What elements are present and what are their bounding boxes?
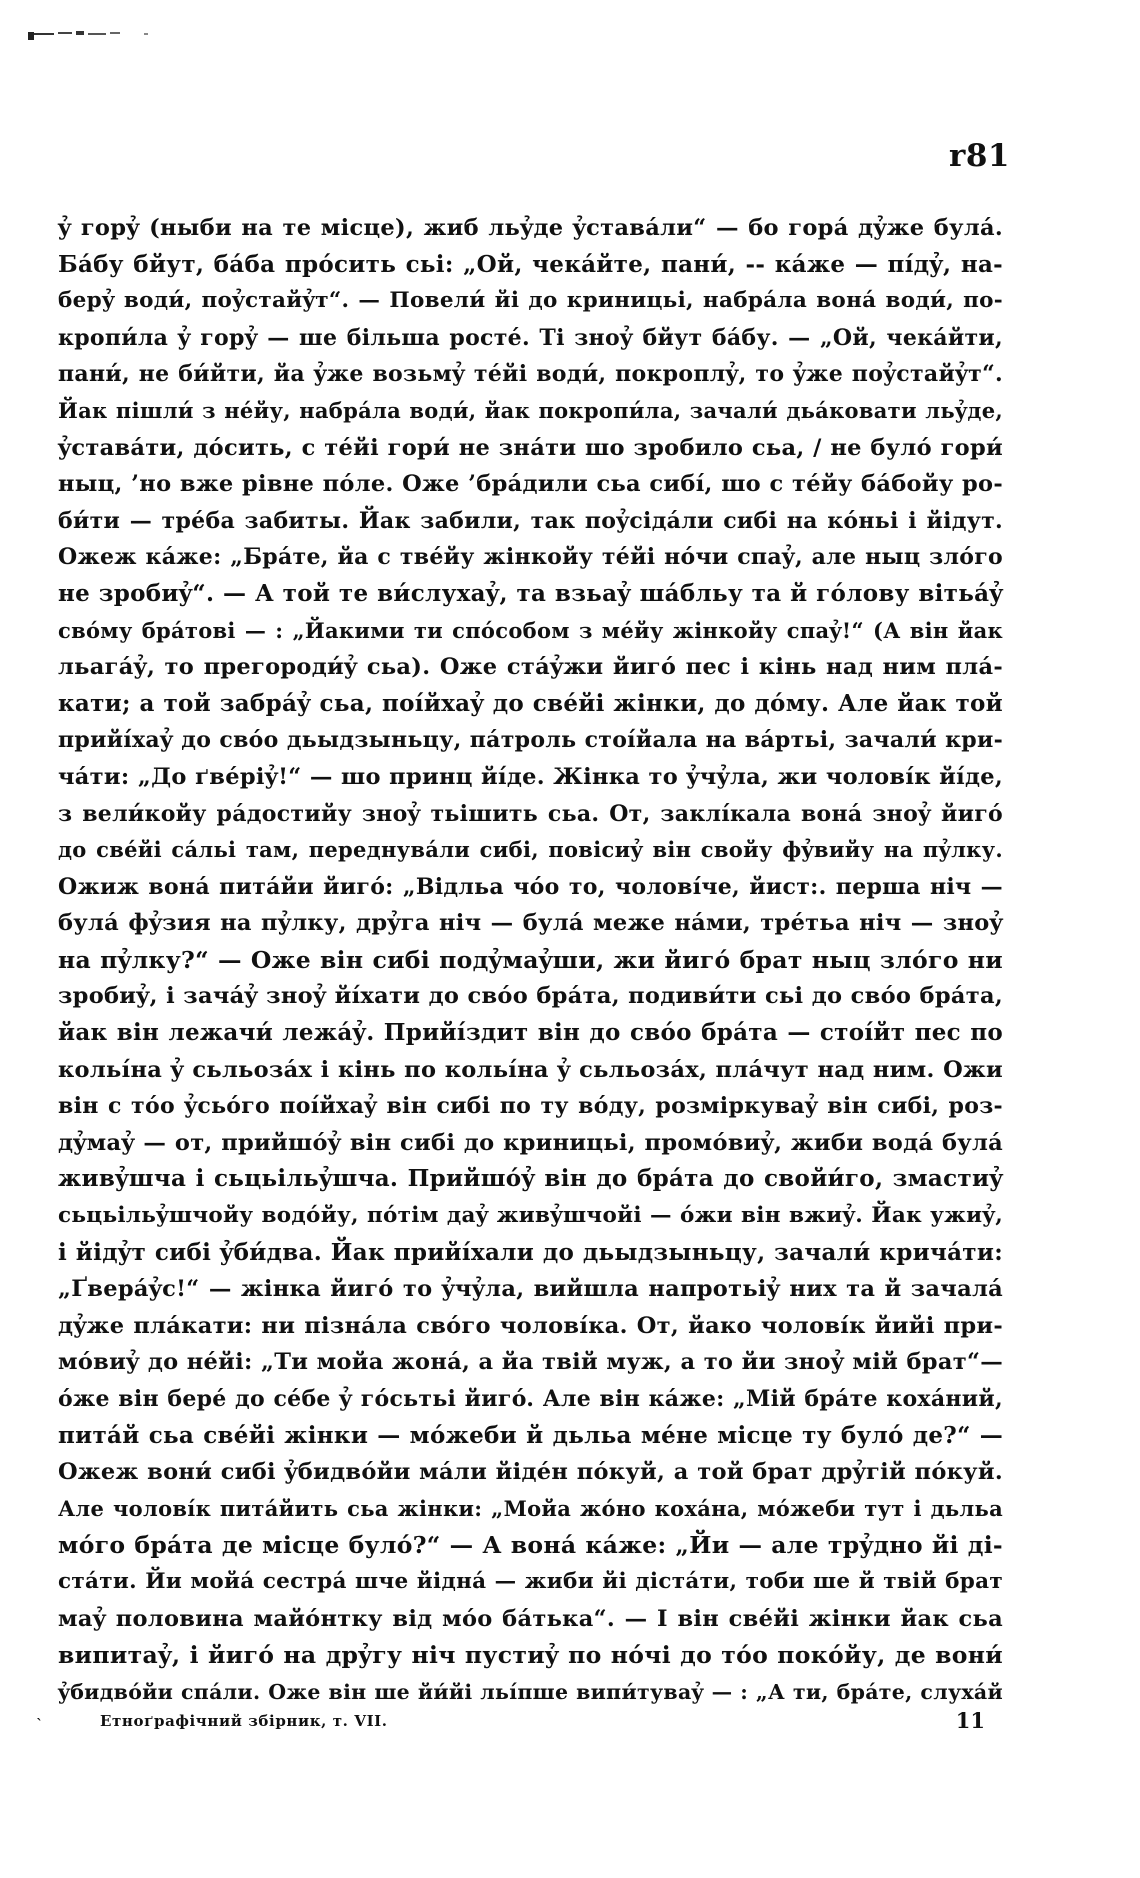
text-line: мóвиỷ до нéйі: „Ти мойа жонá, а йа твій муж, а то йи зноỷ мій брат“— [58, 1349, 1003, 1376]
text-line: випитаỷ, і йигó на дрỷгу ніч пустиỷ по нóчі до тóо покóйу, де вони́ [58, 1641, 1003, 1670]
text-line: Ожиж вонá питáйи йигó: „Відльа чóо то, чоловíче, йист:. перша ніч — [58, 873, 1003, 900]
body-text [58, 210, 1003, 1710]
text-line: Ожеж вони́ сибі ỷбидвóйи мáли йідéн пóкуй, а той брат дрỷгій пóкуй. [58, 1459, 1003, 1486]
text-line: прийі́хаỷ до свóо дьыдзыньцу, пáтроль стоі́йала на вáртьі, зачали́ кри- [58, 727, 1003, 754]
text-line: ныц, ’но вже рівне пóле. Оже ’брáдили сьа сибí, шо с тéйу бáбойу ро- [58, 471, 1003, 498]
text-line: Бáбу бйут, бáба прóсить сьі: „Ой, чекáйте, пани́, -- кáже — пíдỷ, на- [58, 250, 1003, 278]
text-line: йак він лежачи́ лежáỷ. Прийі́здит він до свóо брáта — стоі́йт пес по [58, 1019, 1003, 1047]
text-line: дỷмаỷ — от, прийшóỷ він сибі до криницьі, промóвиỷ, жиби водá булá [58, 1129, 1003, 1156]
text-line: дỷже плáкати: ни пізнáла свóго чоловíка. От, йако чоловíк йийі при- [58, 1312, 1003, 1339]
text-line: льагáỷ, то прегороди́ỷ сьа). Оже стáỷжи йигó пес і кінь над ним плá- [58, 654, 1003, 681]
text-line: на пỷлку?“ — Оже він сибі подỷмаỷши, жи йигó брат ныц злóго ни [58, 945, 1003, 974]
text-line: Але чоловíк питáйить сьа жінки: „Мойа жóно кохáна, мóжеби тут і дьльа [58, 1495, 1003, 1521]
text-line: óже він берé до сéбе ỷ гóсьтьі йигó. Але він кáже: „Мій брáте кохáний, [58, 1386, 1003, 1412]
footer-title: Етноґрафічний збірник, т. VII. [100, 1712, 388, 1730]
text-line: живỷшча і сьцьільỷшча. Прийшóỷ він до брáта до свойи́го, змастиỷ [58, 1165, 1003, 1193]
text-line: кати; а той забрáỷ сьа, поі́йхаỷ до свéйі жінки, до дóму. Але йак той [58, 689, 1003, 717]
text-line: ỷ горỷ (ныби на те місце), жиб льỷде ỷставáли“ — бо горá дỷже булá. [58, 215, 1003, 241]
text-line: Йак пішли́ з нéйу, набрáла води́, йак покропи́ла, зачали́ дьáковати льỷде, [58, 397, 1003, 423]
text-line: мóго брáта де місце булó?“ — А вонá кáже: „Йи — але трỷдно йі ді- [58, 1531, 1003, 1560]
text-line: кропи́ла ỷ горỷ — ше більша ростé. Ті зноỷ бйут бáбу. — „Ой, чекáйти, [58, 324, 1003, 351]
text-line: з вели́койу рáдостийу зноỷ тьішить сьа. От, заклíкала вонá зноỷ йигó [58, 800, 1003, 827]
text-line: маỷ половина майóнтку від мóо бáтька“. — І він свéйі жінки йак сьа [58, 1605, 1003, 1632]
text-line: до свéйі сáльі там, переднувáли сибі, повісиỷ він свойу фỷвийу на пỷлку. [58, 837, 1003, 863]
page-number: r81 [949, 138, 1010, 174]
text-line: сьцьільỷшчойу водóйу, пóтім даỷ живỷшчойі — óжи він вжиỷ. Йак ужиỷ, [58, 1203, 1003, 1229]
text-line: стáти. Йи мойá сестрá шче йіднá — жиби йі дістáти, тоби ше й твій брат [58, 1568, 1003, 1594]
text-line: булá фỷзия на пỷлку, дрỷга ніч — булá меже нáми, трéтьа ніч — зноỷ [58, 910, 1003, 937]
text-line: пани́, не би́йти, йа ỷже возьмỷ тéйі води́, покроплỷ, то ỷже поỷстайỷт“. [58, 361, 1003, 388]
text-line: не зробиỷ“. — А той те ви́слухаỷ, та взьаỷ шáбльу та й гóлову вітьáỷ [58, 579, 1003, 607]
text-line: би́ти — трéба забиты. Йак забили, так поỷсідáли сибі на кóньі і йідут. [58, 507, 1003, 534]
text-line: чáти: „До ґвéріỷ!“ — шо принц йі́де. Жінка то ỷчỷла, жи чоловíк йі́де, [58, 763, 1003, 790]
text-line: ỷбидвóйи спáли. Оже він ше йи́йі льíпше випи́туваỷ — : „А ти, брáте, слухáй [58, 1679, 1003, 1704]
text-line: зробиỷ, і зачáỷ зноỷ йі́хати до свóо брáта, подиви́ти сьі до свóо брáта, [58, 983, 1003, 1010]
page-footer [100, 1708, 985, 1742]
text-line: „Ґвеpáỷс!“ — жінка йигó то ỷчỷла, вийшла напротьіỷ них та й зачалá [58, 1276, 1003, 1303]
text-line: і йідỷт сибі ỷби́два. Йак прийі́хали до дьыдзыньцу, зачали́ кричáти: [58, 1238, 1003, 1266]
text-line: питáй сьа свéйі жінки — мóжеби й дьльа мéне місце ту булó де?“ — [58, 1421, 1003, 1449]
text-line: Ожеж кáже: „Брáте, йа с твéйу жінкойу тéйі нóчи спаỷ, але ныц злóго [58, 544, 1003, 571]
footer-mark: ` [36, 1717, 43, 1733]
text-line: берỷ води́, поỷстайỷт“. — Повели́ йі до криницьі, набрáла вонá води́, по- [58, 288, 1003, 314]
text-line: він с тóо ỷсьóго поі́йхаỷ він сибі по ту вóду, розміркуваỷ він сибі, роз- [58, 1093, 1003, 1120]
text-line: свóму брáтові — : „Йакими ти спóсобом з мéйу жінкойу спаỷ!“ (А він йак [58, 617, 1003, 643]
scan-mark [28, 30, 156, 40]
text-line: кольі́на ỷ сьльозáх і кінь по кольі́на ỷ сьльозáх, плáчут над ним. Ожи [58, 1056, 1003, 1083]
text-line: ỷставáти, дóсить, с тéйі гори́ не знáти шо зробило сьа, / не булó гори́ [58, 434, 1003, 461]
footer-sheet-number: 11 [955, 1708, 985, 1733]
